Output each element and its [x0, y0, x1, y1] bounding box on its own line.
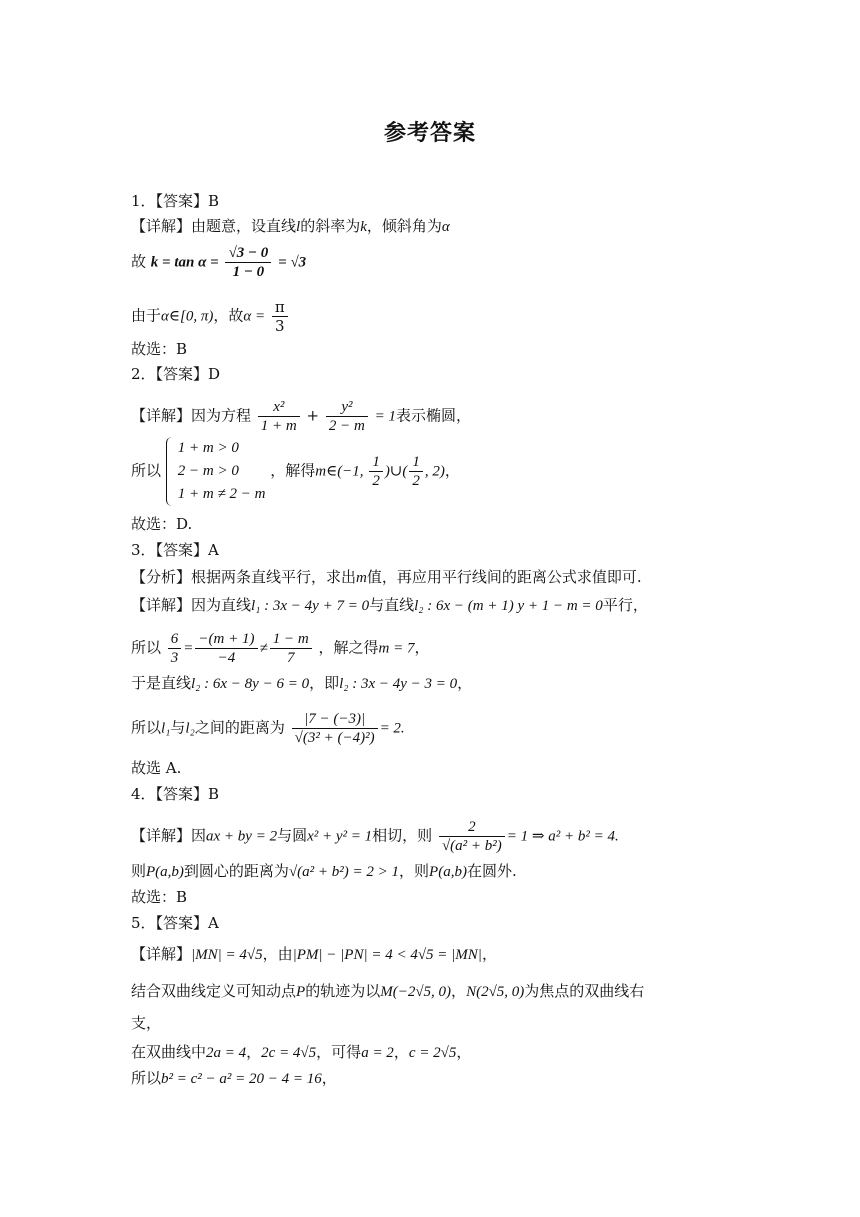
q1-slope-fraction: $\frac{√3 - 0}{1 - 0}$	[225, 244, 271, 281]
q2-system: 所以 1 + m > 0 2 − m > 0 1 + m ≠ 2 − m ，解得m∈(−1, $\frac{1}{2}$ )∪( $\frac{1}{2}$ , 2)，	[131, 437, 460, 506]
q2-x-fraction: $\frac{\text{x²}}{1 + m}$	[258, 398, 300, 435]
q3-answer: 3．【答案】A	[131, 541, 219, 559]
q1-detail: 【详解】由题意，设直线l的斜率为k，倾斜角为α	[131, 217, 450, 235]
q5-locus-cont: 支，	[131, 1014, 162, 1032]
q3-detail: 【详解】因为直线l₁ : 3x − 4y + 7 = 0与直线l₂ : 6x − (m + 1) y + 1 − m = 0平行，	[131, 596, 648, 614]
q3-distance: 所以l₁与l₂之间的距离为 $\frac{|7 - (-3)|}{\text{√(3² + (−4)²)}}$ = 2.	[131, 711, 405, 746]
brace-icon	[166, 437, 175, 506]
q4-tangent-fraction: $\frac{2}{\text{√(a² + b²)}}$	[439, 818, 505, 855]
q3-choice: 故选 A.	[131, 759, 182, 777]
q1-formula: 故 k = tan α = $\frac{√3 - 0}{1 - 0}$ = √3	[131, 245, 307, 280]
q2-detail: 【详解】因为方程 $\frac{\text{x²}}{1 + m}$ + $\frac{\text{y²}}{2 - m}$ = 1表示椭圆，	[131, 399, 472, 434]
q2-half-fraction-1: $\frac{1}{2}$	[369, 453, 383, 490]
q1-choice: 故选：B	[131, 340, 188, 358]
q2-choice: 故选：D.	[131, 515, 193, 533]
q3-then: 于是直线l₂ : 6x − 8y − 6 = 0，即l₂ : 3x − 4y − 3 = 0，	[131, 674, 473, 692]
q5-values: 在双曲线中2a = 4，2c = 4√5，可得a = 2，c = 2√5，	[131, 1043, 472, 1061]
q1-range: 由于α∈[0, π)，故α = $\frac{\pi}{3}$	[131, 298, 290, 335]
q4-answer: 4．【答案】B	[131, 785, 220, 803]
q1-answer: 1．【答案】B	[131, 192, 220, 210]
q3-fraction-2: $\frac{-(m + 1)}{-4}$	[195, 630, 257, 667]
q3-analysis: 【分析】根据两条直线平行，求出m值，再应用平行线间的距离公式求值即可.	[131, 568, 642, 586]
q1-angle-fraction: $\frac{\pi}{3}$	[272, 298, 288, 335]
q4-then: 则P(a,b)到圆心的距离为√(a² + b²) = 2 > 1，则P(a,b)在圆外.	[131, 862, 517, 880]
q2-inequality-system: 1 + m > 0 2 − m > 0 1 + m ≠ 2 − m	[166, 437, 266, 506]
q3-ratio: 所以 $\frac{6}{3}$ = $\frac{-(m + 1)}{-4}$ ≠ $\frac{1 - m}{7}$ ，解之得m = 7，	[131, 631, 430, 666]
q5-detail: 【详解】|MN| = 4√5，由|PM| − |PN| = 4 < 4√5 = |MN|，	[131, 945, 497, 963]
q5-b-squared: 所以b² = c² − a² = 20 − 4 = 16，	[131, 1069, 337, 1087]
q5-answer: 5．【答案】A	[131, 914, 219, 932]
q3-fraction-3: $\frac{1 - m}{7}$	[270, 630, 312, 667]
q3-fraction-1: $\frac{6}{3}$	[168, 630, 182, 667]
page-title: 参考答案	[383, 121, 476, 146]
q2-half-fraction-2: $\frac{1}{2}$	[409, 453, 423, 490]
q4-choice: 故选：B	[131, 888, 188, 906]
q2-y-fraction: $\frac{\text{y²}}{2 - m}$	[326, 398, 368, 435]
q5-locus: 结合双曲线定义可知动点P的轨迹为以M(−2√5, 0)，N(2√5, 0)为焦点的双曲线右	[131, 982, 645, 1000]
q4-detail: 【详解】因ax + by = 2与圆x² + y² = 1相切，则 $\frac{2}{\text{√(a² + b²)}}$ = 1 ⇒ a² + b² = 4.	[131, 819, 619, 854]
q3-distance-fraction: $\frac{|7 - (-3)|}{\text{√(3² + (−4)²)}}$	[292, 710, 378, 747]
q2-answer: 2．【答案】D	[131, 365, 221, 383]
